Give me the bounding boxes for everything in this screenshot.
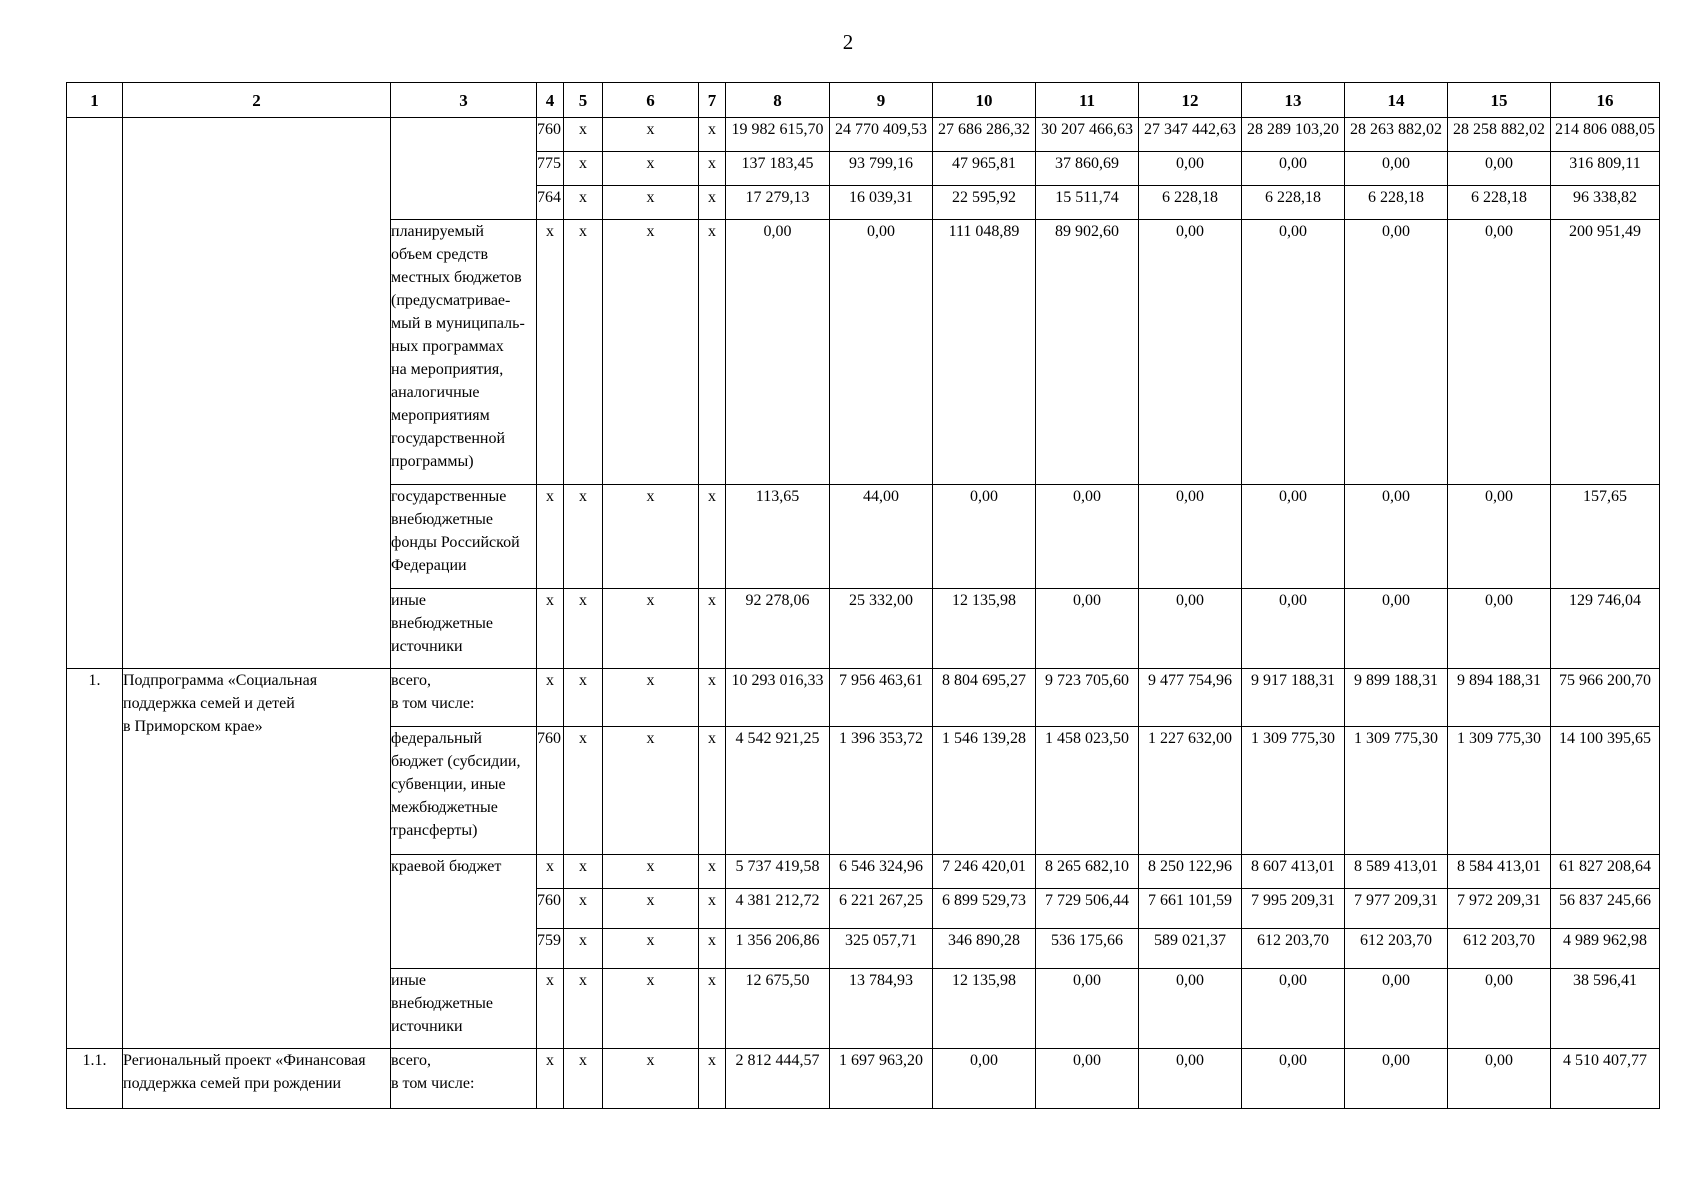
row-number-cell: 1. <box>67 669 123 1049</box>
value-cell: 0,00 <box>1139 485 1242 589</box>
value-cell: 0,00 <box>1139 969 1242 1049</box>
value-cell: 612 203,70 <box>1448 929 1551 969</box>
value-cell: 1 309 775,30 <box>1448 727 1551 855</box>
x-cell: x <box>699 969 726 1049</box>
x-cell: x <box>603 589 699 669</box>
value-cell: 0,00 <box>1139 589 1242 669</box>
x-cell: x <box>699 929 726 969</box>
value-cell: 47 965,81 <box>933 152 1036 186</box>
col-header: 9 <box>830 83 933 118</box>
value-cell: 8 607 413,01 <box>1242 855 1345 889</box>
col-header: 13 <box>1242 83 1345 118</box>
value-cell: 19 982 615,70 <box>726 118 830 152</box>
value-cell: 7 956 463,61 <box>830 669 933 727</box>
table-row <box>67 669 1660 727</box>
col-header: 10 <box>933 83 1036 118</box>
value-cell: 1 309 775,30 <box>1345 727 1448 855</box>
x-cell: x <box>564 929 603 969</box>
col-header: 12 <box>1139 83 1242 118</box>
value-cell: 8 250 122,96 <box>1139 855 1242 889</box>
value-cell: 113,65 <box>726 485 830 589</box>
value-cell: 1 697 963,20 <box>830 1049 933 1109</box>
value-cell: 0,00 <box>933 485 1036 589</box>
total-cell: 56 837 245,66 <box>1551 889 1660 929</box>
source-cell: иные внебюджетные источники <box>391 589 537 669</box>
x-cell: x <box>537 589 564 669</box>
value-cell: 22 595,92 <box>933 186 1036 220</box>
source-cell: федеральный бюджет (субсидии, субвенции, иные межбюджетные трансферты) <box>391 727 537 855</box>
source-cell: всего, в том числе: <box>391 1049 537 1109</box>
x-cell: x <box>564 186 603 220</box>
value-cell: 0,00 <box>1036 589 1139 669</box>
x-cell: x <box>603 669 699 727</box>
value-cell: 0,00 <box>726 220 830 485</box>
x-cell: x <box>537 669 564 727</box>
x-cell: x <box>603 889 699 929</box>
value-cell: 93 799,16 <box>830 152 933 186</box>
x-cell: x <box>699 1049 726 1109</box>
x-cell: x <box>537 220 564 485</box>
value-cell: 0,00 <box>1242 485 1345 589</box>
value-cell: 1 356 206,86 <box>726 929 830 969</box>
value-cell: 9 477 754,96 <box>1139 669 1242 727</box>
total-cell: 4 510 407,77 <box>1551 1049 1660 1109</box>
value-cell: 27 686 286,32 <box>933 118 1036 152</box>
value-cell: 7 246 420,01 <box>933 855 1036 889</box>
value-cell: 612 203,70 <box>1242 929 1345 969</box>
value-cell: 6 899 529,73 <box>933 889 1036 929</box>
value-cell: 0,00 <box>1345 969 1448 1049</box>
name-cell: Подпрограмма «Социальная поддержка семей и детей в Приморском крае» <box>123 669 391 1049</box>
source-cell: всего, в том числе: <box>391 669 537 727</box>
value-cell: 8 584 413,01 <box>1448 855 1551 889</box>
value-cell: 0,00 <box>1036 969 1139 1049</box>
value-cell: 16 039,31 <box>830 186 933 220</box>
x-cell: x <box>699 152 726 186</box>
total-cell: 96 338,82 <box>1551 186 1660 220</box>
value-cell: 536 175,66 <box>1036 929 1139 969</box>
total-cell: 61 827 208,64 <box>1551 855 1660 889</box>
col-header: 4 <box>537 83 564 118</box>
value-cell: 12 675,50 <box>726 969 830 1049</box>
x-cell: x <box>699 118 726 152</box>
value-cell: 0,00 <box>1345 152 1448 186</box>
col-header: 6 <box>603 83 699 118</box>
source-cell: планируемый объем средств местных бюджетов (предусматривае- мый в муниципаль- ных программах на мероприятия, аналогичные мероприятиям государственной программы) <box>391 220 537 485</box>
value-cell: 6 546 324,96 <box>830 855 933 889</box>
value-cell: 1 458 023,50 <box>1036 727 1139 855</box>
value-cell: 0,00 <box>1345 485 1448 589</box>
x-cell: x <box>603 1049 699 1109</box>
source-cell <box>391 118 537 220</box>
x-cell: x <box>699 589 726 669</box>
value-cell: 9 917 188,31 <box>1242 669 1345 727</box>
code-cell: 775 <box>537 152 564 186</box>
col-header: 7 <box>699 83 726 118</box>
col-header: 8 <box>726 83 830 118</box>
total-cell: 200 951,49 <box>1551 220 1660 485</box>
value-cell: 9 723 705,60 <box>1036 669 1139 727</box>
x-cell: x <box>603 855 699 889</box>
value-cell: 137 183,45 <box>726 152 830 186</box>
x-cell: x <box>603 152 699 186</box>
value-cell: 0,00 <box>933 1049 1036 1109</box>
x-cell: x <box>699 485 726 589</box>
col-header: 16 <box>1551 83 1660 118</box>
total-cell: 214 806 088,05 <box>1551 118 1660 152</box>
value-cell: 8 589 413,01 <box>1345 855 1448 889</box>
value-cell: 2 812 444,57 <box>726 1049 830 1109</box>
value-cell: 1 227 632,00 <box>1139 727 1242 855</box>
value-cell: 325 057,71 <box>830 929 933 969</box>
value-cell: 28 289 103,20 <box>1242 118 1345 152</box>
value-cell: 30 207 466,63 <box>1036 118 1139 152</box>
value-cell: 0,00 <box>1448 485 1551 589</box>
value-cell: 10 293 016,33 <box>726 669 830 727</box>
value-cell: 0,00 <box>1139 220 1242 485</box>
x-cell: x <box>564 152 603 186</box>
source-cell: государственные внебюджетные фонды Российской Федерации <box>391 485 537 589</box>
value-cell: 0,00 <box>1345 1049 1448 1109</box>
value-cell: 28 258 882,02 <box>1448 118 1551 152</box>
total-cell: 14 100 395,65 <box>1551 727 1660 855</box>
budget-table <box>66 82 1660 1109</box>
x-cell: x <box>537 969 564 1049</box>
value-cell: 8 804 695,27 <box>933 669 1036 727</box>
value-cell: 7 995 209,31 <box>1242 889 1345 929</box>
x-cell: x <box>564 220 603 485</box>
value-cell: 6 228,18 <box>1242 186 1345 220</box>
value-cell: 0,00 <box>1139 152 1242 186</box>
x-cell: x <box>564 669 603 727</box>
x-cell: x <box>603 186 699 220</box>
value-cell: 17 279,13 <box>726 186 830 220</box>
value-cell: 612 203,70 <box>1345 929 1448 969</box>
x-cell: x <box>564 855 603 889</box>
source-cell: иные внебюджетные источники <box>391 969 537 1049</box>
value-cell: 6 228,18 <box>1139 186 1242 220</box>
value-cell: 0,00 <box>1448 969 1551 1049</box>
value-cell: 0,00 <box>1345 589 1448 669</box>
x-cell: x <box>564 889 603 929</box>
value-cell: 0,00 <box>1448 152 1551 186</box>
value-cell: 15 511,74 <box>1036 186 1139 220</box>
x-cell: x <box>564 727 603 855</box>
value-cell: 6 221 267,25 <box>830 889 933 929</box>
value-cell: 0,00 <box>1345 220 1448 485</box>
value-cell: 6 228,18 <box>1448 186 1551 220</box>
value-cell: 7 729 506,44 <box>1036 889 1139 929</box>
total-cell: 75 966 200,70 <box>1551 669 1660 727</box>
value-cell: 1 309 775,30 <box>1242 727 1345 855</box>
value-cell: 0,00 <box>1448 1049 1551 1109</box>
x-cell: x <box>603 485 699 589</box>
value-cell: 7 977 209,31 <box>1345 889 1448 929</box>
x-cell: x <box>537 855 564 889</box>
value-cell: 44,00 <box>830 485 933 589</box>
value-cell: 5 737 419,58 <box>726 855 830 889</box>
value-cell: 9 894 188,31 <box>1448 669 1551 727</box>
col-header: 15 <box>1448 83 1551 118</box>
col-header: 5 <box>564 83 603 118</box>
x-cell: x <box>537 1049 564 1109</box>
name-cell <box>123 118 391 669</box>
value-cell: 89 902,60 <box>1036 220 1139 485</box>
value-cell: 7 972 209,31 <box>1448 889 1551 929</box>
col-header: 2 <box>123 83 391 118</box>
col-header: 11 <box>1036 83 1139 118</box>
col-header: 14 <box>1345 83 1448 118</box>
value-cell: 8 265 682,10 <box>1036 855 1139 889</box>
row-number-cell: 1.1. <box>67 1049 123 1109</box>
value-cell: 0,00 <box>1242 152 1345 186</box>
x-cell: x <box>603 929 699 969</box>
value-cell: 37 860,69 <box>1036 152 1139 186</box>
value-cell: 0,00 <box>1242 220 1345 485</box>
value-cell: 7 661 101,59 <box>1139 889 1242 929</box>
value-cell: 6 228,18 <box>1345 186 1448 220</box>
x-cell: x <box>564 118 603 152</box>
code-cell: 760 <box>537 889 564 929</box>
col-header: 3 <box>391 83 537 118</box>
value-cell: 1 396 353,72 <box>830 727 933 855</box>
value-cell: 0,00 <box>1448 589 1551 669</box>
value-cell: 0,00 <box>1448 220 1551 485</box>
code-cell: 760 <box>537 118 564 152</box>
total-cell: 4 989 962,98 <box>1551 929 1660 969</box>
value-cell: 13 784,93 <box>830 969 933 1049</box>
code-cell: 764 <box>537 186 564 220</box>
value-cell: 9 899 188,31 <box>1345 669 1448 727</box>
x-cell: x <box>603 969 699 1049</box>
value-cell: 1 546 139,28 <box>933 727 1036 855</box>
x-cell: x <box>699 669 726 727</box>
x-cell: x <box>564 589 603 669</box>
total-cell: 316 809,11 <box>1551 152 1660 186</box>
value-cell: 111 048,89 <box>933 220 1036 485</box>
total-cell: 157,65 <box>1551 485 1660 589</box>
table-row <box>67 118 1660 152</box>
x-cell: x <box>699 220 726 485</box>
x-cell: x <box>603 727 699 855</box>
value-cell: 12 135,98 <box>933 589 1036 669</box>
value-cell: 0,00 <box>1242 589 1345 669</box>
code-cell: 759 <box>537 929 564 969</box>
x-cell: x <box>699 186 726 220</box>
value-cell: 0,00 <box>1139 1049 1242 1109</box>
header-row <box>67 83 1660 118</box>
value-cell: 28 263 882,02 <box>1345 118 1448 152</box>
table-row <box>67 1049 1660 1109</box>
row-number-cell <box>67 118 123 669</box>
total-cell: 38 596,41 <box>1551 969 1660 1049</box>
x-cell: x <box>537 485 564 589</box>
code-cell: 760 <box>537 727 564 855</box>
value-cell: 0,00 <box>1242 969 1345 1049</box>
value-cell: 0,00 <box>1036 1049 1139 1109</box>
x-cell: x <box>603 118 699 152</box>
value-cell: 92 278,06 <box>726 589 830 669</box>
value-cell: 25 332,00 <box>830 589 933 669</box>
source-cell: краевой бюджет <box>391 855 537 969</box>
value-cell: 589 021,37 <box>1139 929 1242 969</box>
x-cell: x <box>564 1049 603 1109</box>
col-header: 1 <box>67 83 123 118</box>
x-cell: x <box>564 485 603 589</box>
value-cell: 24 770 409,53 <box>830 118 933 152</box>
total-cell: 129 746,04 <box>1551 589 1660 669</box>
name-cell: Региональный проект «Финансовая поддержка семей при рождении <box>123 1049 391 1109</box>
value-cell: 4 542 921,25 <box>726 727 830 855</box>
page-number: 2 <box>842 30 854 54</box>
x-cell: x <box>699 727 726 855</box>
x-cell: x <box>699 855 726 889</box>
x-cell: x <box>699 889 726 929</box>
value-cell: 27 347 442,63 <box>1139 118 1242 152</box>
value-cell: 0,00 <box>830 220 933 485</box>
value-cell: 4 381 212,72 <box>726 889 830 929</box>
value-cell: 0,00 <box>1036 485 1139 589</box>
x-cell: x <box>564 969 603 1049</box>
value-cell: 0,00 <box>1242 1049 1345 1109</box>
x-cell: x <box>603 220 699 485</box>
value-cell: 12 135,98 <box>933 969 1036 1049</box>
value-cell: 346 890,28 <box>933 929 1036 969</box>
